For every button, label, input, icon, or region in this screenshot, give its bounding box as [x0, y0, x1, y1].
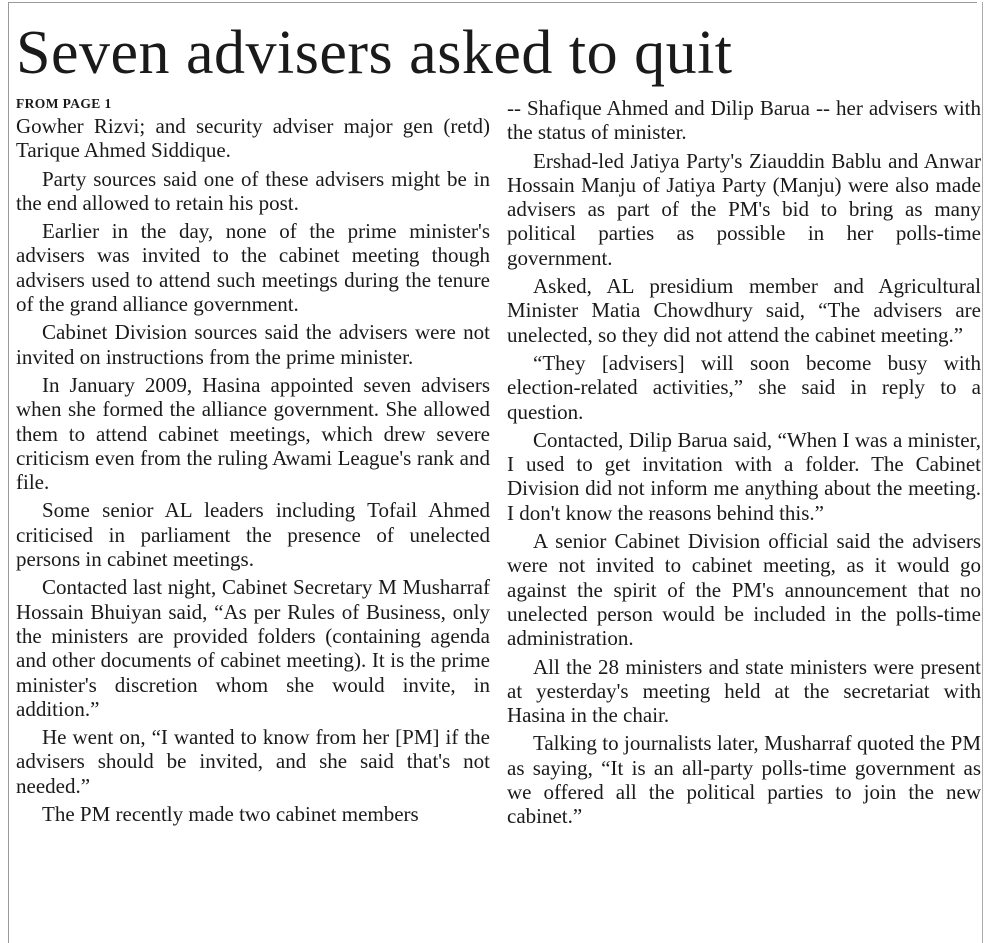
paragraph: Party sources said one of these advisers might be in the end allowed to retain his post. — [16, 166, 490, 215]
paragraph: He went on, “I wanted to know from her [PM] if the advisers should be invited, and she said that's not needed.” — [16, 725, 490, 798]
paragraph: Cabinet Division sources said the advisers were not invited on instructions from the prime minister. — [16, 320, 490, 369]
paragraph: In January 2009, Hasina appointed seven advisers when she formed the alliance government. She allowed them to attend cabinet meetings, which drew severe criticism even from the ruling Awami League's rank and file. — [16, 372, 490, 495]
paragraph: A senior Cabinet Division official said the advisers were not invited to cabinet meeting, as it would go against the spirit of the PM's announcement that no unelected person would be included in the polls-time administration. — [507, 529, 981, 651]
paragraph: Some senior AL leaders including Tofail Ahmed criticised in parliament the presence of unelected persons in cabinet meetings. — [16, 498, 490, 572]
right-rule — [982, 2, 983, 943]
top-rule — [8, 2, 977, 3]
paragraph: The PM recently made two cabinet members — [42, 802, 419, 827]
paragraph: Asked, AL presidium member and Agricultural Minister Matia Chowdhury said, “The advisers are unelected, so they did not attend the cabinet meeting.” — [507, 274, 981, 347]
paragraph: Talking to journalists later, Musharraf quoted the PM as saying, “It is an all-party polls-time government as we offered all the political parties to join the new cabinet.” — [507, 731, 981, 829]
paragraph: All the 28 ministers and state ministers were present at yesterday's meeting held at the secretariat with Hasina in the chair. — [507, 654, 981, 728]
paragraph: -- Shafique Ahmed and Dilip Barua -- her advisers with the status of minister. — [507, 96, 981, 145]
paragraph: “They [advisers] will soon become busy with election-related activities,” she said in reply to a question. — [507, 350, 981, 424]
paragraph: Earlier in the day, none of the prime minister's advisers was invited to the cabinet meeting though advisers used to attend such meetings during the tenure of the grand alliance government. — [16, 219, 490, 317]
paragraph: Gowher Rizvi; and security adviser major gen (retd) Tarique Ahmed Siddique. — [16, 114, 490, 163]
article-column-right — [507, 96, 981, 833]
paragraph: Ershad-led Jatiya Party's Ziauddin Bablu and Anwar Hossain Manju of Jatiya Party (Manju) were also made advisers as part of the PM's bid to bring as many political parties as possible in her polls-time government. — [507, 148, 981, 270]
left-rule — [8, 2, 9, 943]
paragraph: Contacted, Dilip Barua said, “When I was a minister, I used to get invitation with a folder. The Cabinet Division did not inform me anything about the meeting. I don't know the reasons behind this.” — [507, 427, 981, 525]
paragraph: Contacted last night, Cabinet Secretary M Musharraf Hossain Bhuiyan said, “As per Rules of Business, only the ministers are provided folders (containing agenda and other documents of cabinet meeting). It is the prime minister's discretion whom she would invite, in addition.” — [16, 575, 490, 721]
jump-label: FROM PAGE 1 — [16, 96, 112, 111]
headline: Seven advisers asked to quit — [16, 19, 733, 87]
article-column-left — [16, 96, 490, 830]
